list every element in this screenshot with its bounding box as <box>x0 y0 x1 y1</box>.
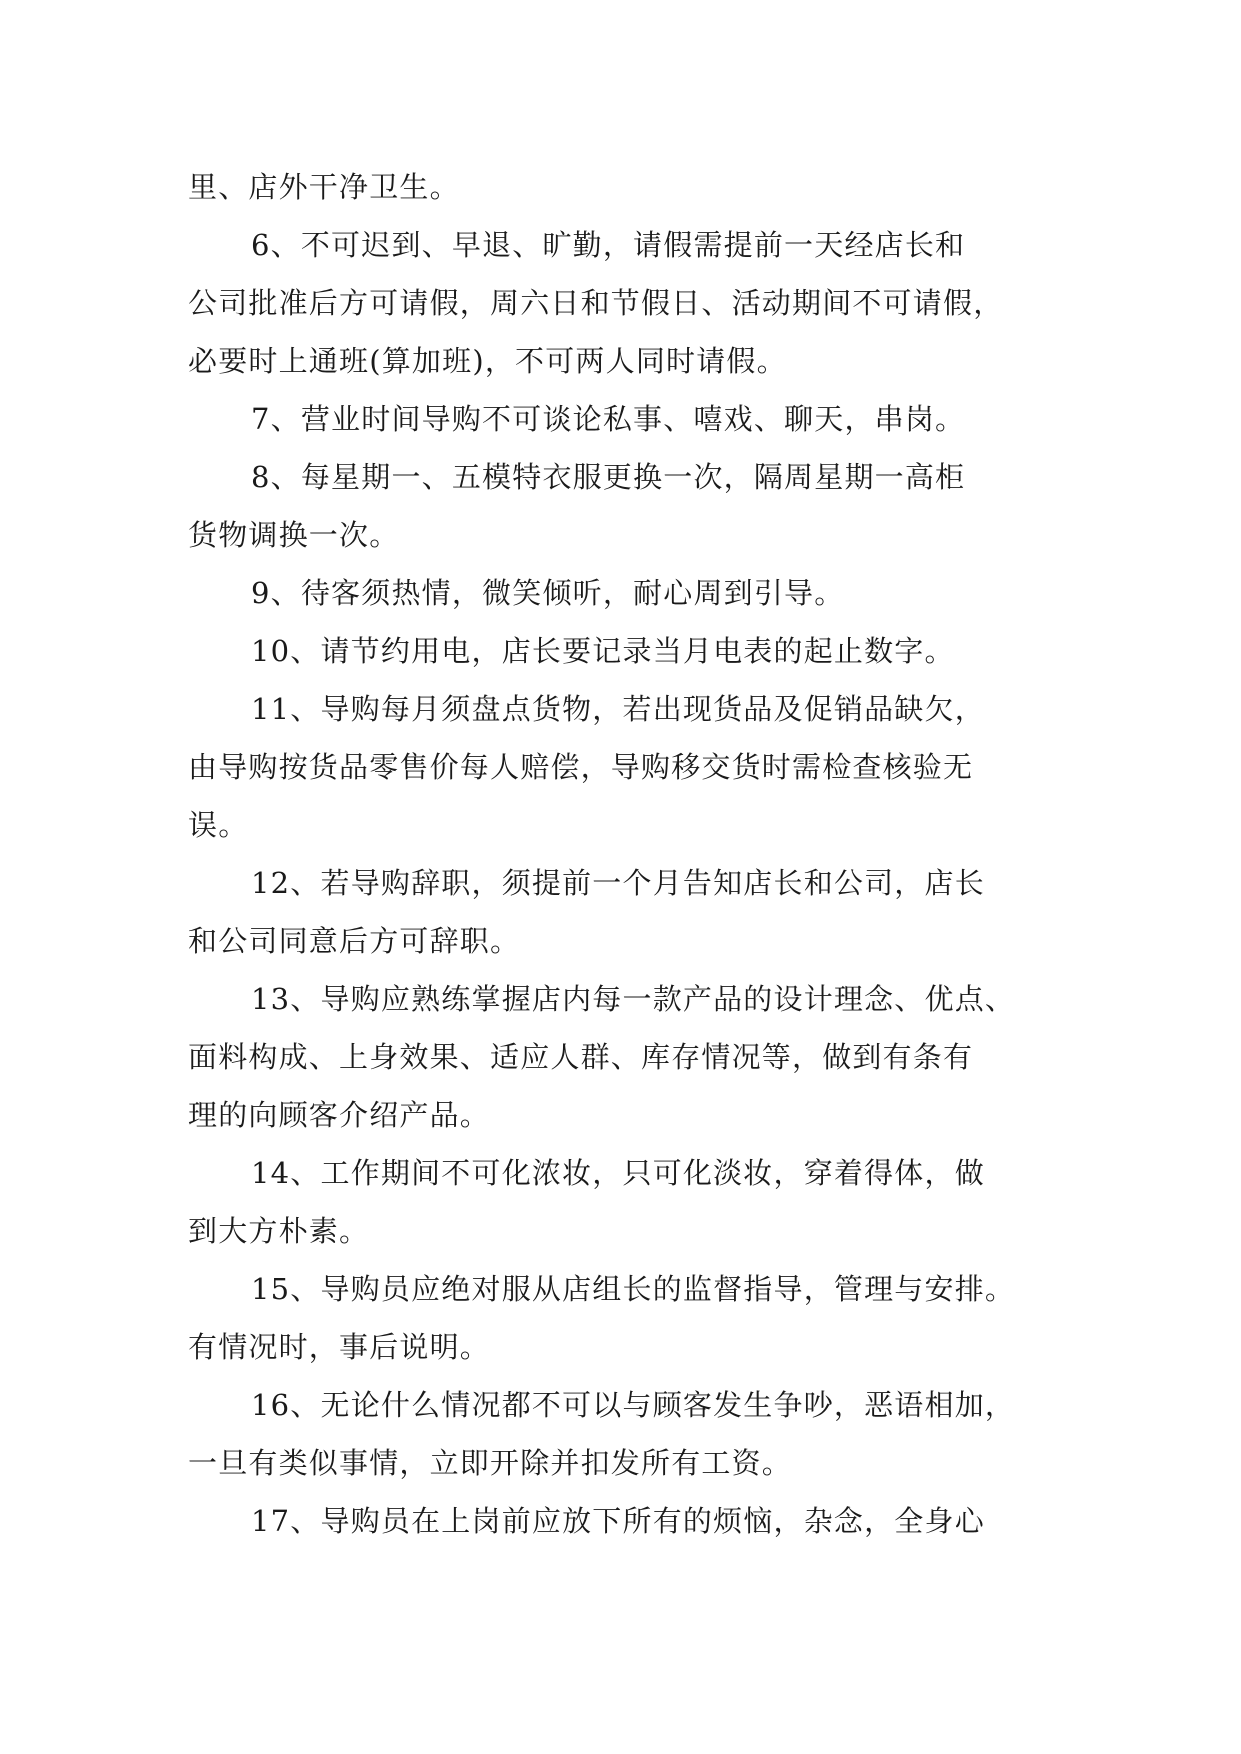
text-line: 6、不可迟到、早退、旷勤，请假需提前一天经店长和 <box>251 228 966 262</box>
text-line: 里、店外干净卫生。 <box>188 170 460 204</box>
text-line: 15、导购员应绝对服从店组长的监督指导，管理与安排。 <box>251 1272 1016 1306</box>
text-line: 7、营业时间导购不可谈论私事、嘻戏、聊天，串岗。 <box>251 402 966 436</box>
text-line: 14、工作期间不可化浓妆，只可化淡妆，穿着得体，做 <box>251 1156 985 1190</box>
text-line: 由导购按货品零售价每人赔偿，导购移交货时需检查核验无 <box>188 750 974 784</box>
text-line: 11、导购每月须盘点货物，若出现货品及促销品缺欠， <box>251 692 985 726</box>
text-line: 有情况时，事后说明。 <box>188 1330 491 1364</box>
text-line: 10、请节约用电，店长要记录当月电表的起止数字。 <box>251 634 955 668</box>
text-line: 8、每星期一、五模特衣服更换一次，隔周星期一高柜 <box>251 460 966 494</box>
text-line: 到大方朴素。 <box>188 1214 370 1248</box>
text-line: 16、无论什么情况都不可以与顾客发生争吵，恶语相加， <box>251 1388 1016 1422</box>
text-line: 公司批准后方可请假，周六日和节假日、活动期间不可请假， <box>188 286 1004 320</box>
text-line: 必要时上通班(算加班)，不可两人同时请假。 <box>188 344 787 378</box>
text-line: 理的向顾客介绍产品。 <box>188 1098 491 1132</box>
text-line: 货物调换一次。 <box>188 518 400 552</box>
document-body <box>188 158 1050 1550</box>
text-line: 一旦有类似事情，立即开除并扣发所有工资。 <box>188 1446 793 1480</box>
text-line: 9、待客须热情，微笑倾听，耐心周到引导。 <box>251 576 845 610</box>
text-line: 面料构成、上身效果、适应人群、库存情况等，做到有条有 <box>188 1040 974 1074</box>
text-line: 和公司同意后方可辞职。 <box>188 924 521 958</box>
text-line: 17、导购员在上岗前应放下所有的烦恼，杂念，全身心 <box>251 1504 985 1538</box>
text-line: 13、导购应熟练掌握店内每一款产品的设计理念、优点、 <box>251 982 1016 1016</box>
text-line: 误。 <box>188 808 249 842</box>
text-line: 12、若导购辞职，须提前一个月告知店长和公司，店长 <box>251 866 985 900</box>
